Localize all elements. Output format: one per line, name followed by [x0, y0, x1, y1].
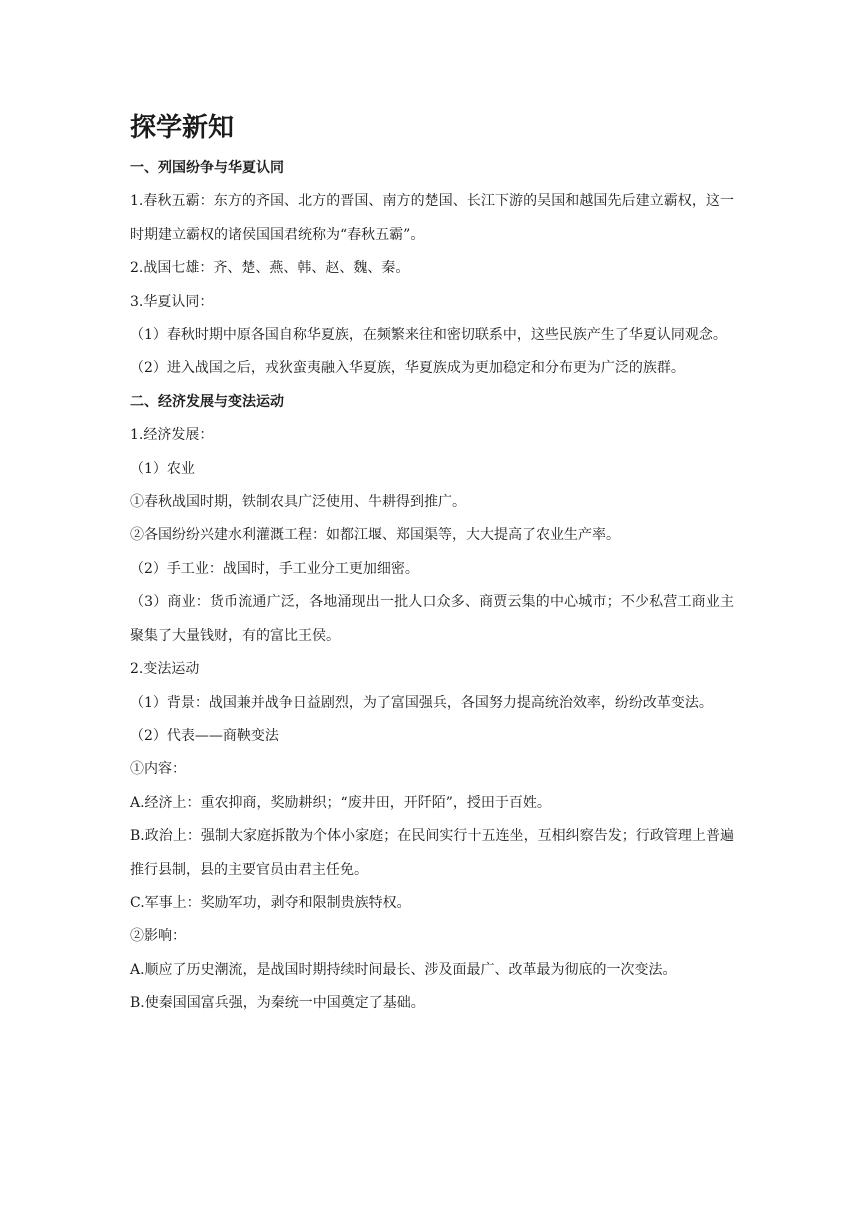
- paragraph-reform-representative: （2）代表——商鞅变法: [130, 727, 279, 744]
- paragraph-economic-development: 1.经济发展：: [130, 427, 214, 444]
- paragraph-agriculture-point-1: ①春秋战国时期，铁制农具广泛使用、牛耕得到推广。: [130, 494, 466, 511]
- paragraph-huaxia-point-2: （2）进入战国之后，戎狄蛮夷融入华夏族，华夏族成为更加稳定和分布更为广泛的族群。: [130, 360, 685, 377]
- page-title: 探学新知: [130, 113, 235, 143]
- paragraph-spring-autumn-hegemons: 1.春秋五霸：东方的齐国、北方的晋国、南方的楚国、长江下游的吴国和越国先后建立霸权，这一时期建立霸权的诸侯国国君统称为“春秋五霸”。: [130, 193, 734, 243]
- paragraph-reform-impact: ②影响：: [130, 928, 186, 945]
- paragraph-impact-point-b: B.使秦国国富兵强，为秦统一中国奠定了基础。: [130, 995, 425, 1012]
- paragraph-warring-states-seven: 2.战国七雄：齐、楚、燕、韩、赵、魏、秦。: [130, 260, 410, 277]
- paragraph-agriculture: （1）农业: [130, 460, 195, 477]
- document-page: [130, 108, 734, 1021]
- paragraph-reform-movement: 2.变法运动: [130, 661, 200, 678]
- paragraph-agriculture-point-2: ②各国纷纷兴建水利灌溉工程：如都江堰、郑国渠等，大大提高了农业生产率。: [130, 527, 620, 544]
- paragraph-reform-background: （1）背景：战国兼并战争日益剧烈，为了富国强兵，各国努力提高统治效率，纷纷改革变法。: [130, 694, 713, 711]
- paragraph-huaxia-point-1: （1）春秋时期中原各国自称华夏族，在频繁来往和密切联系中，这些民族产生了华夏认同观念。: [130, 327, 727, 344]
- paragraph-huaxia-identity: 3.华夏认同：: [130, 293, 214, 310]
- paragraph-impact-point-a: A.顺应了历史潮流，是战国时期持续时间最长、涉及面最广、改革最为彻底的一次变法。: [130, 961, 677, 978]
- paragraph-commerce: （3）商业：货币流通广泛，各地涌现出一批人口众多、商贾云集的中心城市；不少私营工商业主聚集了大量钱财，有的富比王侯。: [130, 594, 734, 644]
- section-heading-1: 一、列国纷争与华夏认同: [130, 160, 284, 176]
- paragraph-reform-economic: A.经济上：重农抑商，奖励耕织；“废井田，开阡陌”，授田于百姓。: [130, 794, 551, 811]
- paragraph-reform-military: C.军事上：奖励军功，剥夺和限制贵族特权。: [130, 894, 411, 911]
- paragraph-reform-political: B.政治上：强制大家庭拆散为个体小家庭；在民间实行十五连坐，互相纠察告发；行政管理上普遍推行县制，县的主要官员由君主任免。: [130, 828, 734, 878]
- paragraph-reform-content: ①内容：: [130, 761, 186, 778]
- paragraph-handicraft: （2）手工业：战国时，手工业分工更加细密。: [130, 560, 419, 577]
- section-heading-2: 二、经济发展与变法运动: [130, 393, 284, 410]
